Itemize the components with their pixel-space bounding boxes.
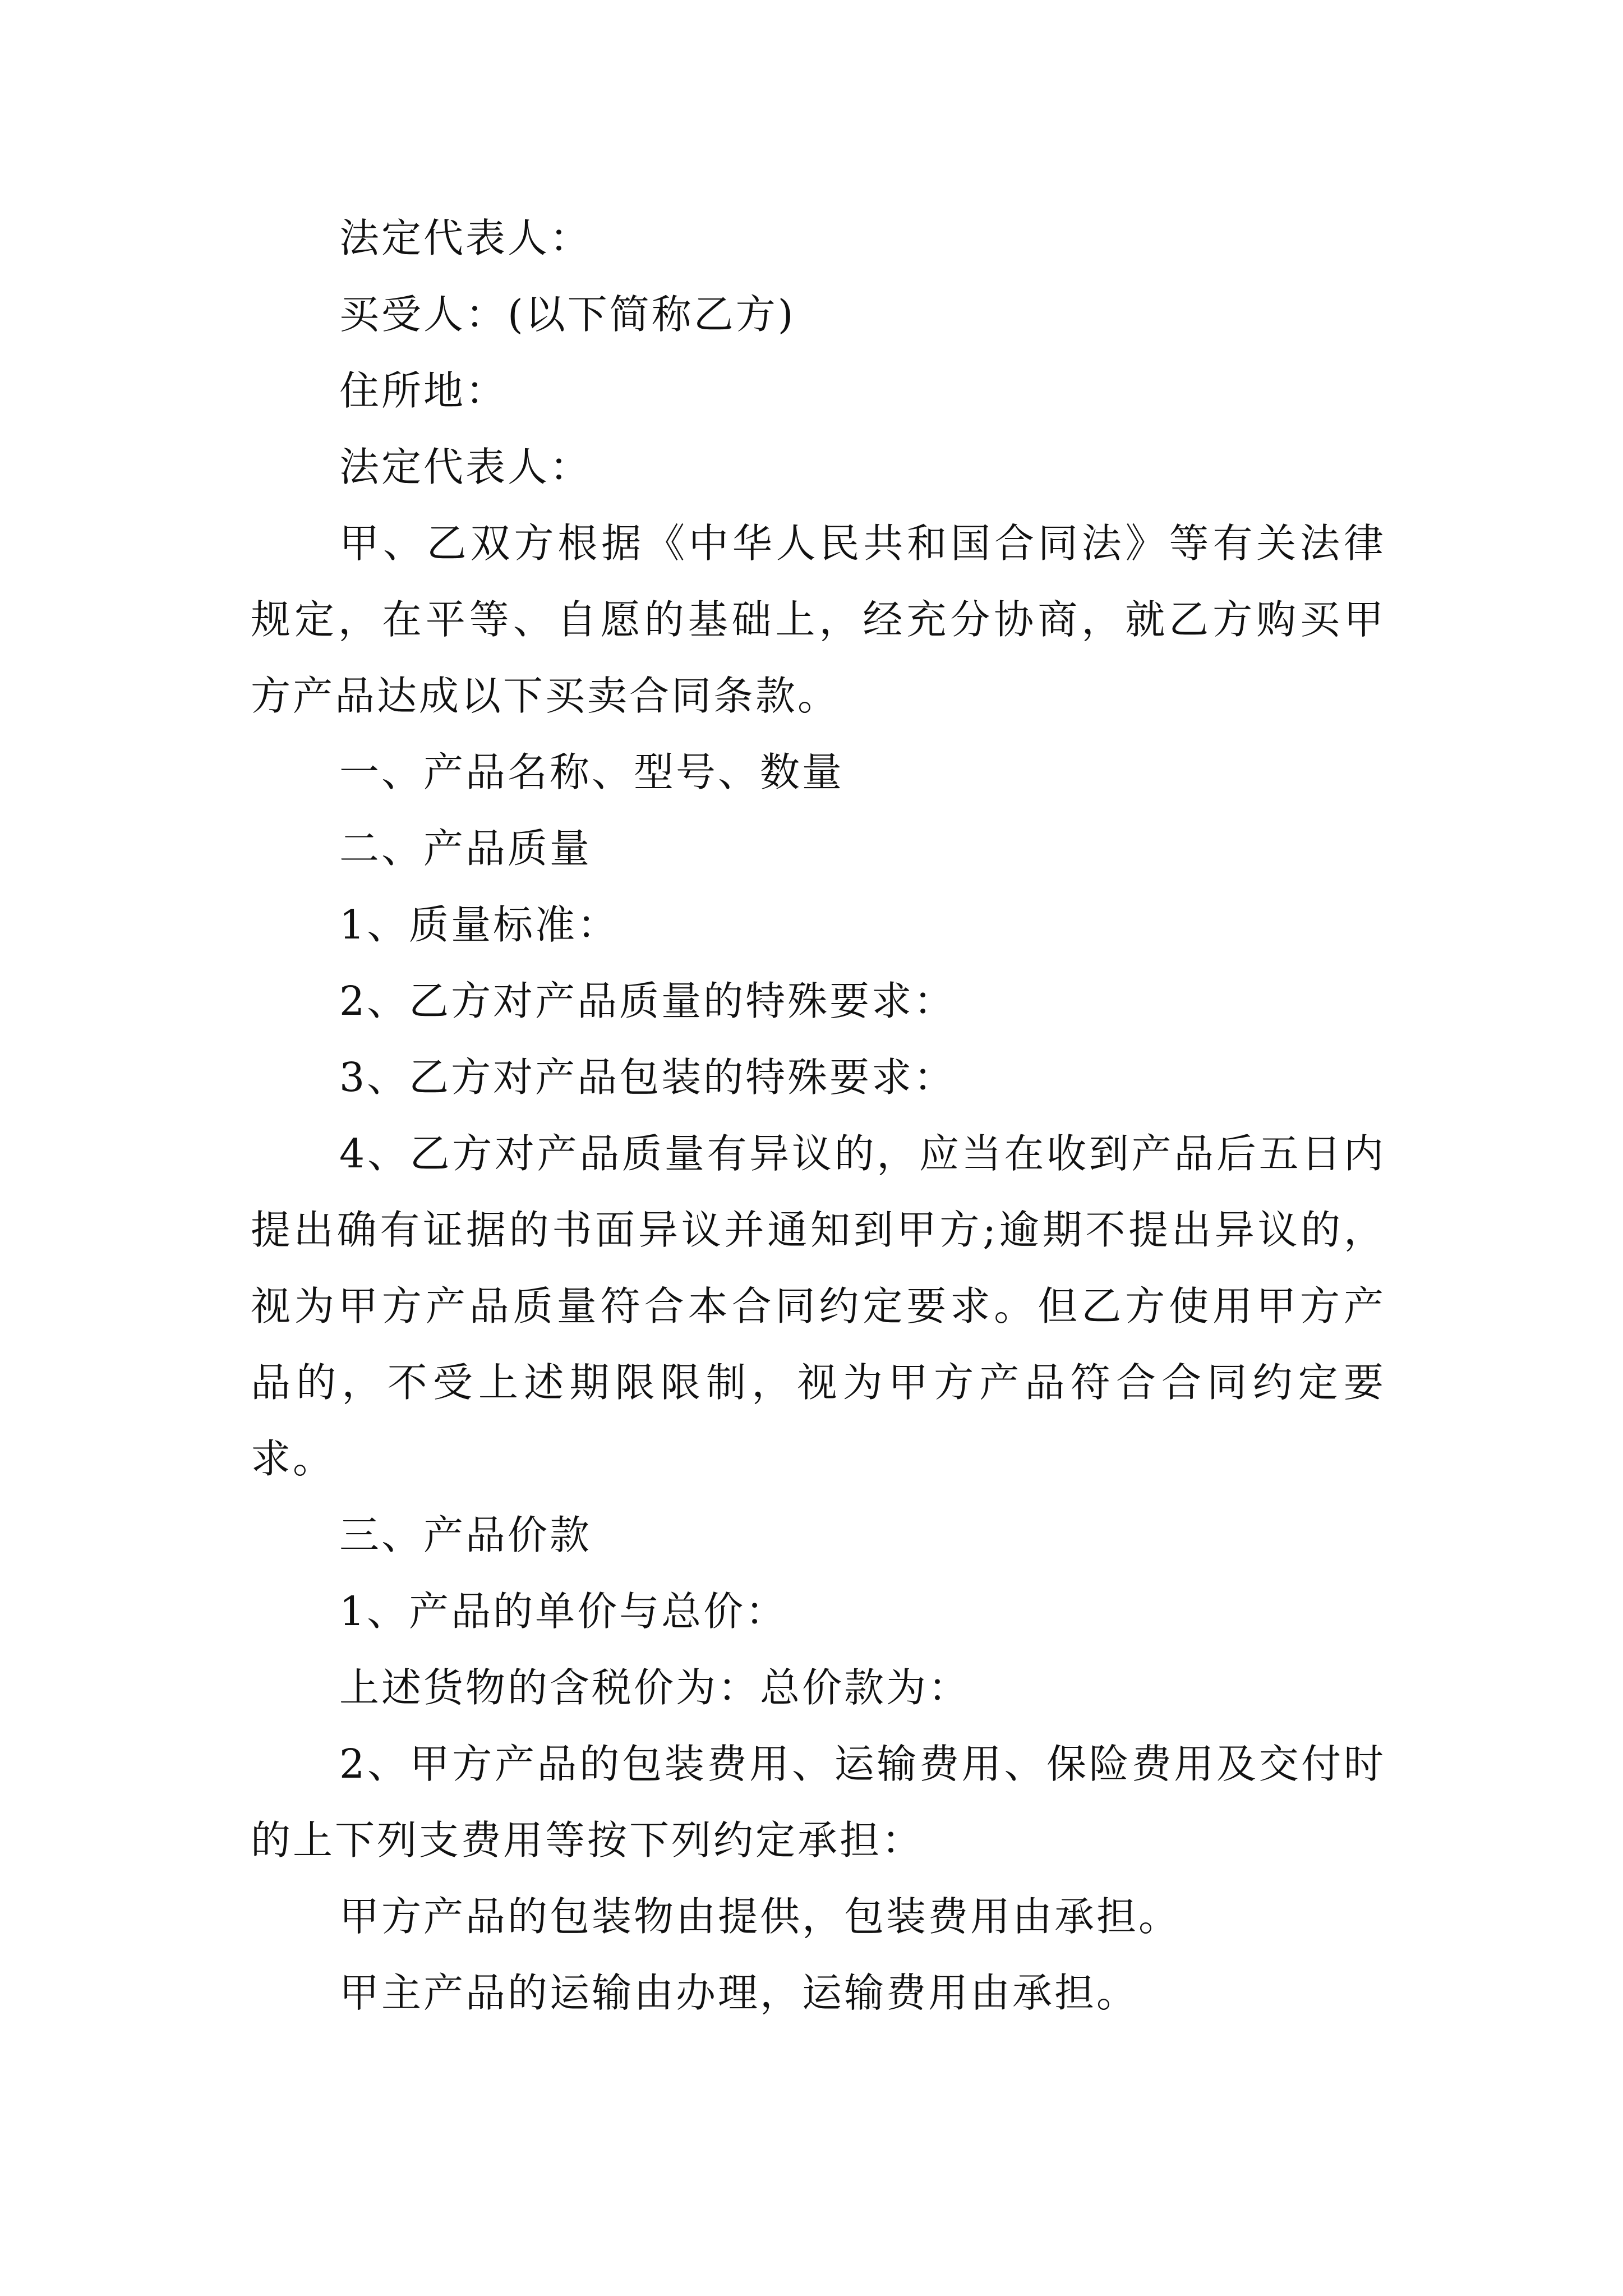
paragraph-legal-representative-2: 法定代表人： [339,444,592,490]
paragraph-legal-representative: 法定代表人： [339,215,592,261]
clause-tax-inclusive-price: 上述货物的含税价为：总价款为： [339,1664,971,1711]
paragraph-preamble: 甲、乙双方根据《中华人民共和国合同法》等有关法律规定，在平等、自愿的基础上，经充分协商，就乙方购买甲方产品达成以下买卖合同条款。 [251,520,1386,719]
paragraph-domicile: 住所地： [339,367,508,414]
clause-fees-allocation: 2、甲方产品的包装费用、运输费用、保险费用及交付时的上下列支费用等按下列约定承担： [251,1741,1386,1864]
section-heading-product-name: 一、产品名称、型号、数量 [339,749,845,795]
clause-unit-and-total-price: 1、产品的单价与总价： [339,1588,788,1635]
clause-quality-standard: 1、质量标准： [339,901,620,948]
clause-transport-provision: 甲主产品的运输由办理，运输费用由承担。 [339,1970,1139,2016]
paragraph-buyer: 买受人：(以下简称乙方) [339,291,796,338]
clause-packaging-requirements: 3、乙方对产品包装的特殊要求： [339,1054,956,1101]
section-heading-product-quality: 二、产品质量 [339,825,592,872]
document-body [251,200,1386,2031]
section-heading-product-price: 三、产品价款 [339,1512,592,1558]
clause-quality-requirements: 2、乙方对产品质量的特殊要求： [339,978,956,1024]
clause-quality-objection: 4、乙方对产品质量有异议的，应当在收到产品后五日内提出确有证据的书面异议并通知到甲方;逾期不提出异议的，视为甲方产品质量符合本合同约定要求。但乙方使用甲方产品的，不受上述期限限制，视为甲方产品符合合同约定要求。 [251,1130,1386,1482]
clause-packaging-provision: 甲方产品的包装物由提供，包装费用由承担。 [339,1893,1181,1940]
